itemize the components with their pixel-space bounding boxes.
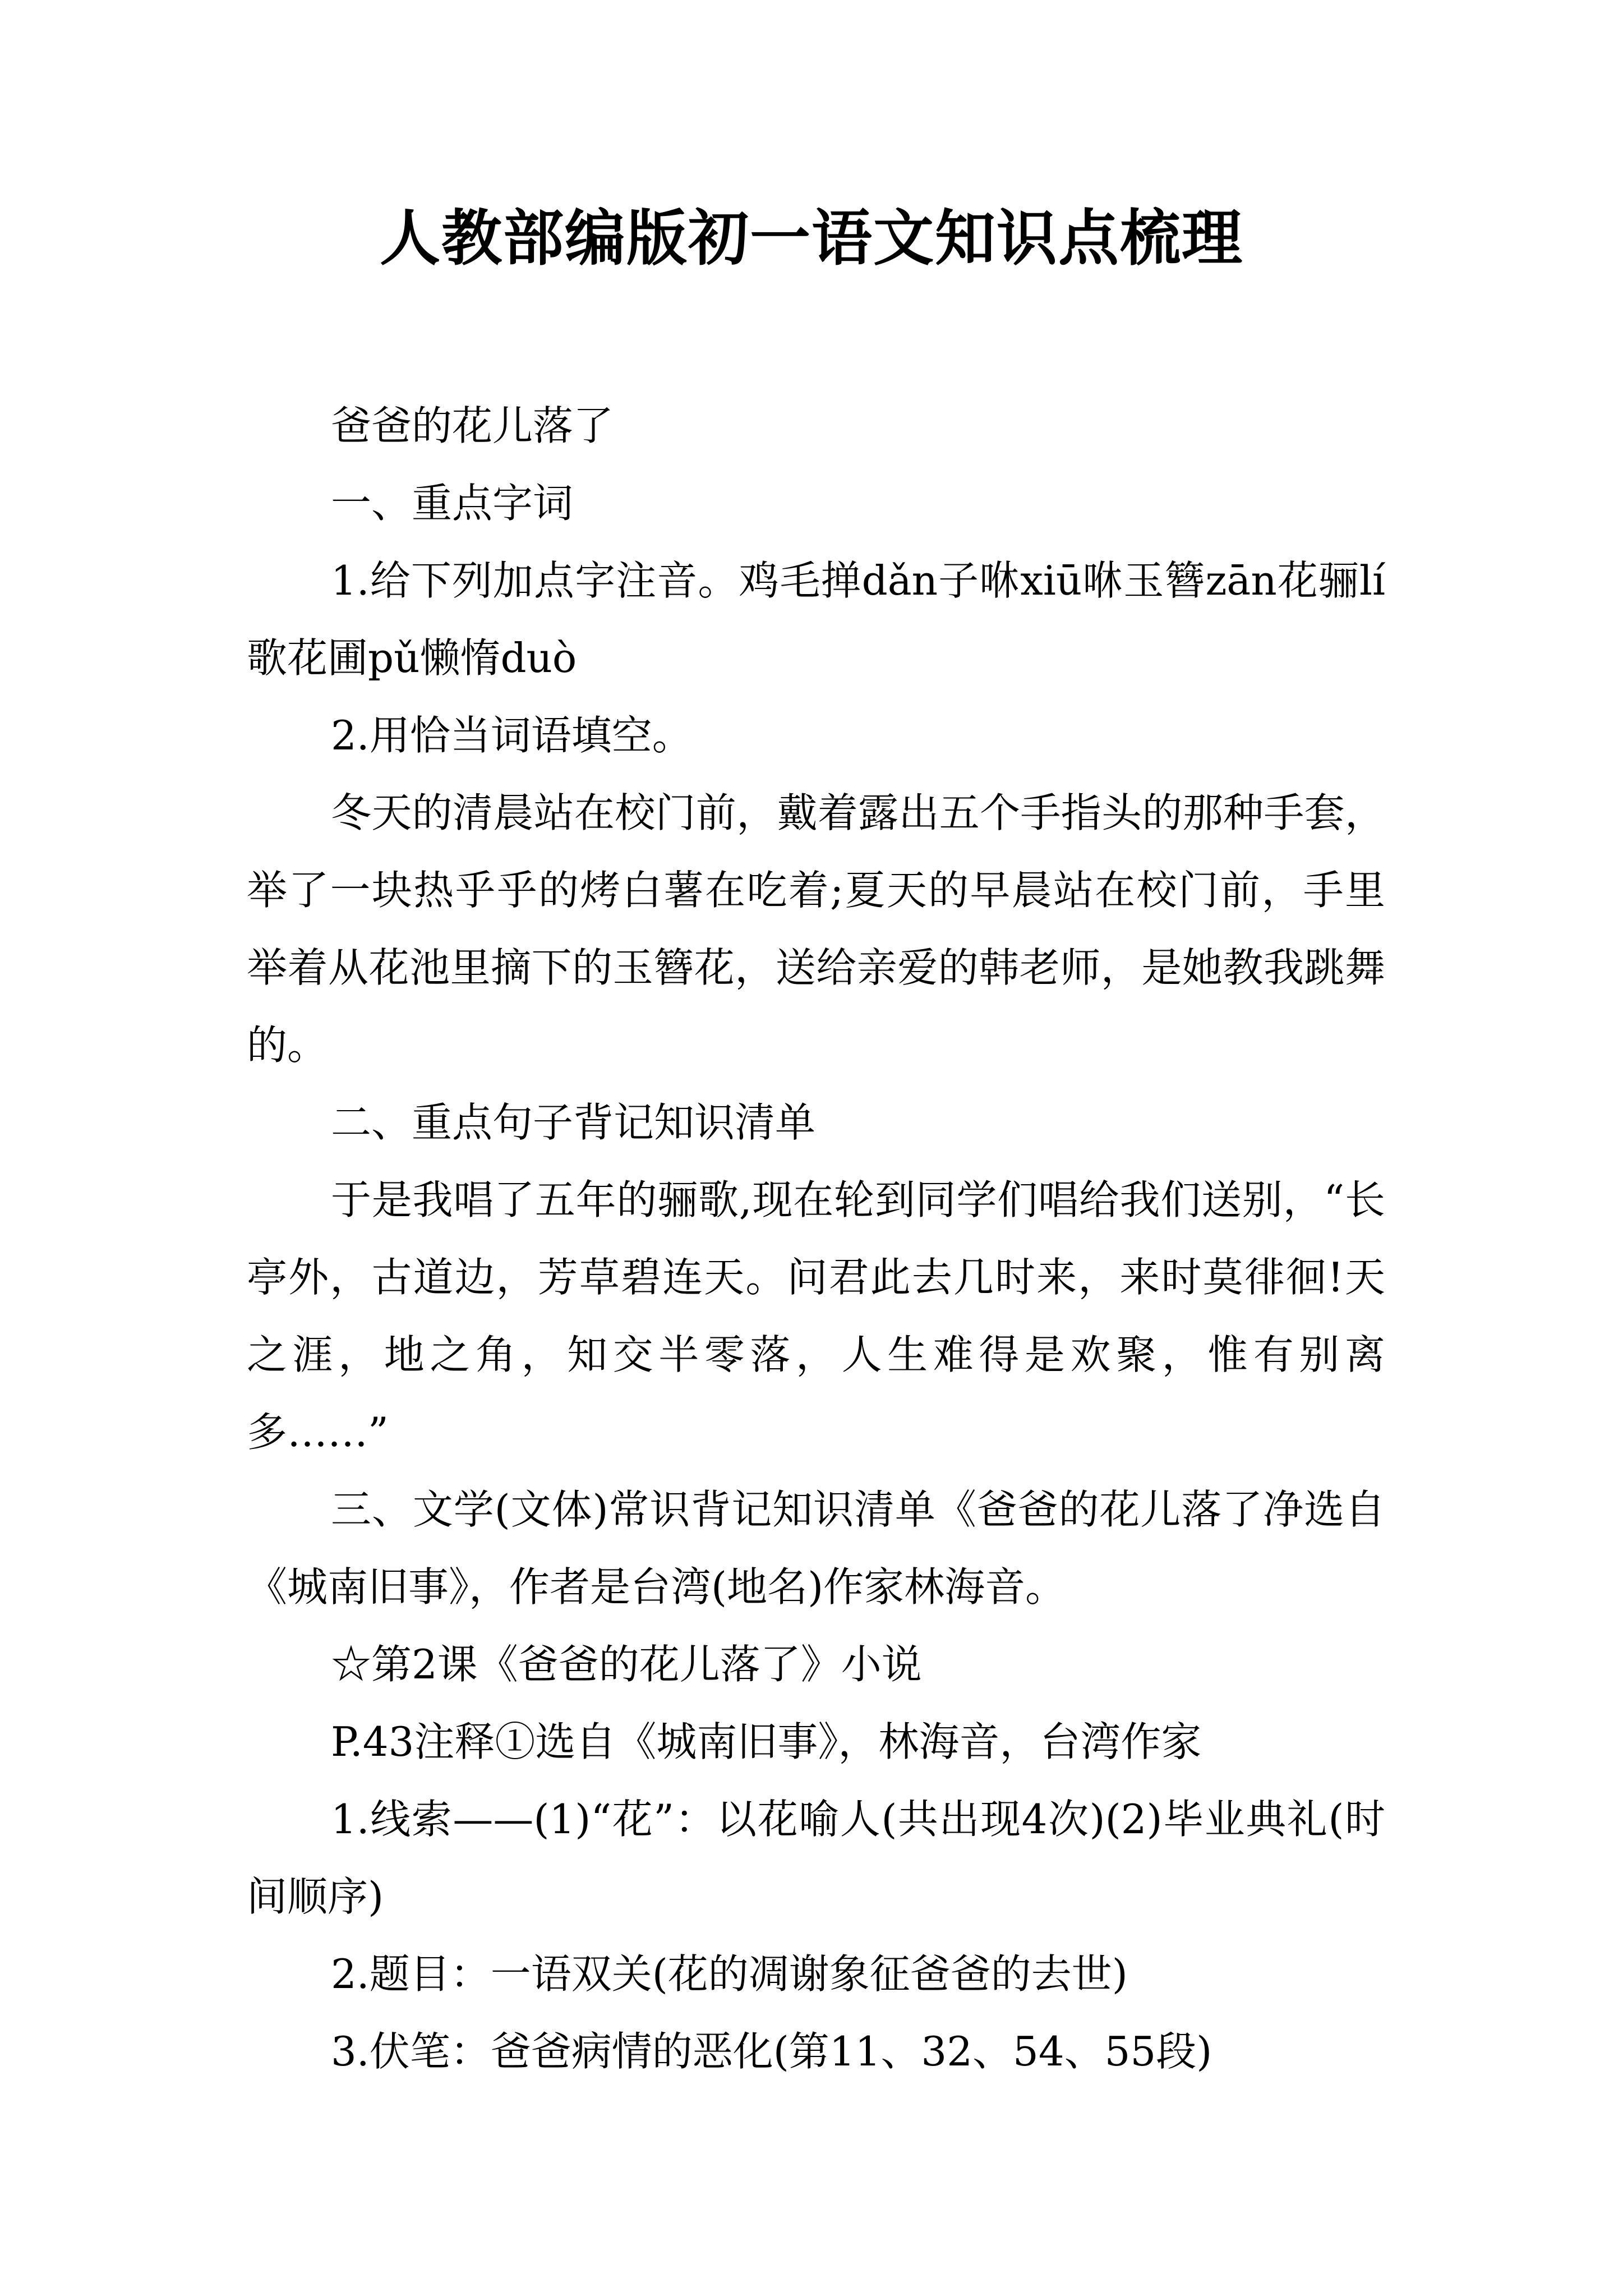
lesson-label: ☆第2课《爸爸的花儿落了》小说 [331,1641,922,1688]
section-heading-key-sentences: 二、重点句子背记知识清单 [331,1099,816,1146]
fill-blank-exercise: 2.用恰当词语填空。 [331,712,693,759]
lesson-heading: 爸爸的花儿落了 [331,402,614,449]
pinyin-exercise: 1.给下列加点字注音。鸡毛掸dǎn子咻xiū咻玉簪zān花骊lí歌花圃pǔ懒惰duò [247,557,1385,682]
literary-knowledge: 三、文学(文体)常识背记知识清单《爸爸的花儿落了净选自《城南旧事》，作者是台湾(地名)作家林海音。 [247,1486,1385,1611]
key-sentence-passage: 于是我唱了五年的骊歌,现在轮到同学们唱给我们送别，“长亭外，古道边，芳草碧连天。问君此去几时来，来时莫徘徊!天之涯，地之角，知交半零落，人生难得是欢聚，惟有别离多……” [247,1176,1385,1456]
clue-point: 1.线索——(1)“花”：以花喻人(共出现4次)(2)毕业典礼(时间顺序) [247,1796,1385,1920]
document-title: 人教部编版初一语文知识点梳理 [379,203,1243,274]
document-body [247,387,1385,2090]
section-heading-key-words: 一、重点字词 [331,480,574,527]
fill-blank-passage: 冬天的清晨站在校门前，戴着露出五个手指头的那种手套，举了一块热乎乎的烤白薯在吃着;夏天的早晨站在校门前，手里举着从花池里摘下的玉簪花，送给亲爱的韩老师，是她教我跳舞的。 [247,789,1385,1069]
title-point: 2.题目：一语双关(花的凋谢象征爸爸的去世) [331,1950,1128,1998]
annotation-note: P.43注释①选自《城南旧事》，林海音，台湾作家 [331,1718,1202,1765]
foreshadowing-point: 3.伏笔：爸爸病情的恶化(第11、32、54、55段) [331,2028,1212,2075]
